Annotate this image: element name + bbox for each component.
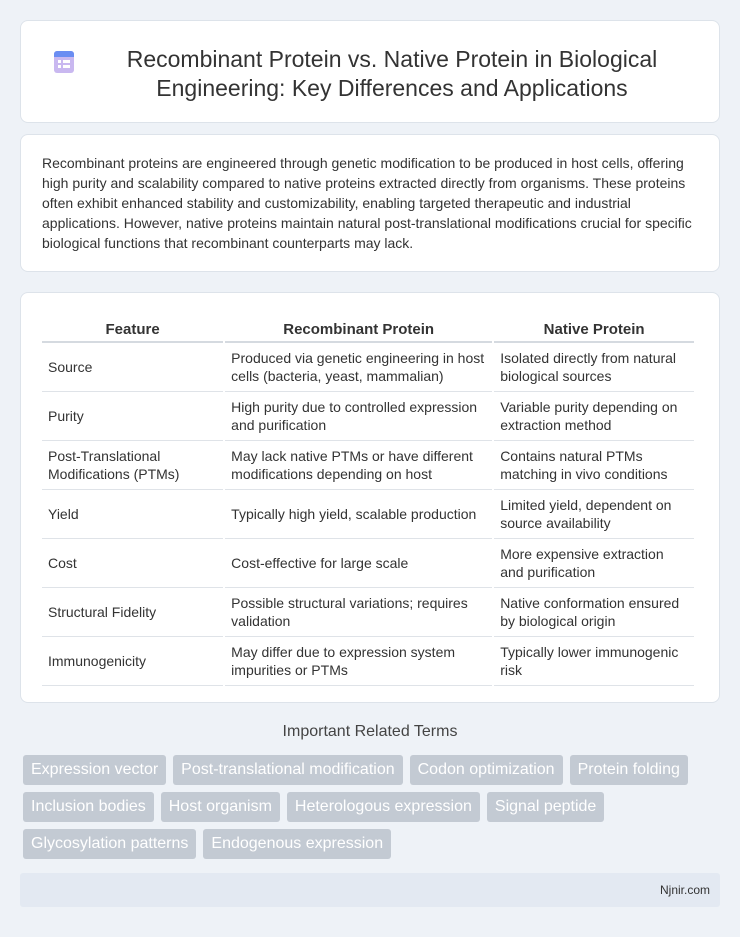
related-terms-title: Important Related Terms [282, 723, 458, 740]
table-header-row [42, 311, 694, 343]
row-feature: Source [42, 343, 223, 392]
table-row [42, 343, 694, 392]
row-native: Typically lower immunogenic risk [494, 637, 694, 686]
row-feature: Immunogenicity [42, 637, 223, 686]
tag-heterologous-expression[interactable]: Heterologous expression [287, 792, 480, 822]
intro-card [20, 134, 720, 272]
footer-site[interactable]: Njnir.com [659, 883, 710, 897]
table-row [42, 490, 694, 539]
tag-expression-vector[interactable]: Expression vector [23, 755, 166, 785]
footer [20, 873, 720, 907]
header-native: Native Protein [494, 311, 694, 343]
tag-post-translational-modification[interactable]: Post-translational modification [173, 755, 402, 785]
comparison-table [40, 311, 696, 686]
row-native: Limited yield, dependent on source availability [494, 490, 694, 539]
title-card [20, 20, 720, 123]
row-recombinant: Cost-effective for large scale [225, 539, 492, 588]
row-feature: Purity [42, 392, 223, 441]
related-terms-list [23, 755, 713, 866]
table-row [42, 441, 694, 490]
row-recombinant: May differ due to expression system impurities or PTMs [225, 637, 492, 686]
tag-signal-peptide[interactable]: Signal peptide [487, 792, 604, 822]
table-row [42, 539, 694, 588]
row-recombinant: High purity due to controlled expression and purification [225, 392, 492, 441]
table-row [42, 637, 694, 686]
tag-codon-optimization[interactable]: Codon optimization [410, 755, 563, 785]
row-recombinant: Produced via genetic engineering in host cells (bacteria, yeast, mammalian) [225, 343, 492, 392]
row-native: Native conformation ensured by biological origin [494, 588, 694, 637]
row-recombinant: Possible structural variations; requires validation [225, 588, 492, 637]
document-icon [51, 49, 77, 75]
table-row [42, 392, 694, 441]
row-native: Variable purity depending on extraction method [494, 392, 694, 441]
header-recombinant: Recombinant Protein [225, 311, 492, 343]
row-native: Isolated directly from natural biological sources [494, 343, 694, 392]
table-row [42, 588, 694, 637]
intro-paragraph: Recombinant proteins are engineered through genetic modification to be produced in host cells, offering high purity and scalability compared to native proteins extracted directly from organisms. These proteins often exhibit enhanced stability and customizability, enabling targeted therapeutic and industrial applications. However, native proteins maintain natural post-translational modifications crucial for specific biological functions that recombinant counterparts may lack. [42, 155, 692, 251]
row-feature: Yield [42, 490, 223, 539]
tag-glycosylation-patterns[interactable]: Glycosylation patterns [23, 829, 196, 859]
row-feature: Post-Translational Modifications (PTMs) [42, 441, 223, 490]
row-recombinant: Typically high yield, scalable production [225, 490, 492, 539]
comparison-table-card [20, 292, 720, 703]
page-title: Recombinant Protein vs. Native Protein in Biological Engineering: Key Differences and Applications [126, 46, 658, 101]
tag-host-organism[interactable]: Host organism [161, 792, 280, 822]
tag-inclusion-bodies[interactable]: Inclusion bodies [23, 792, 154, 822]
tag-endogenous-expression[interactable]: Endogenous expression [203, 829, 391, 859]
header-feature: Feature [42, 311, 223, 343]
row-feature: Cost [42, 539, 223, 588]
row-recombinant: May lack native PTMs or have different modifications depending on host [225, 441, 492, 490]
row-native: Contains natural PTMs matching in vivo conditions [494, 441, 694, 490]
row-feature: Structural Fidelity [42, 588, 223, 637]
tag-protein-folding[interactable]: Protein folding [570, 755, 688, 785]
row-native: More expensive extraction and purification [494, 539, 694, 588]
